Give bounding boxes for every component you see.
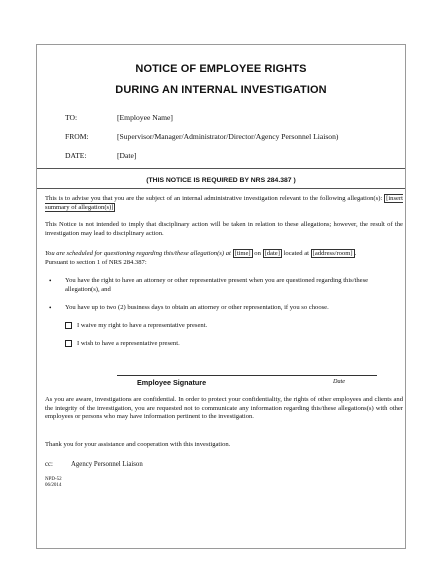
period-text: . [354,250,357,257]
advise-text: This is to advise you that you are the subject of an internal administrative investigation relevant to the following allegation(s): [45,195,383,202]
date-box: [date] [264,250,280,257]
allegation-summary-box: [insert summary of allegation(s)] [45,195,403,211]
scheduled-italic: You are scheduled for questioning regarding this/these allegation(s) at [45,250,231,257]
confidential-paragraph: As you are aware, investigations are confidential. In order to protect your confidentiality, the rights of other employees and clients and the integrity of the investigation, you are requested not to communicate any information regarding this/these allegations(s) with other employees or persons who may have information pertinent to the investigation. [45,396,403,421]
waive-checkbox-label: I waive my right to have a representative present. [77,322,208,329]
document-page [36,44,406,549]
form-id: NPD-52 [45,477,62,482]
date-row [65,151,136,160]
notice-required: (THIS NOTICE IS REQUIRED BY NRS 284.387 ) [146,177,296,184]
pursuant-text: Pursuant to section 1 of NRS 284.387: [45,258,147,266]
not-intended-paragraph: This Notice is not intended to imply that disciplinary action will be taken in relation to these allegations; however, the result of the investigation may lead to disciplinary action. [45,221,403,237]
signature-date-label: Date [333,378,346,385]
cc-label: cc: [45,461,53,468]
cc-row [45,461,143,468]
scheduled-paragraph [45,250,403,267]
date-field-label: DATE: [65,151,87,160]
document-title-line2: DURING AN INTERNAL INVESTIGATION [115,84,327,96]
to-value: [Employee Name] [117,113,173,122]
cc-value: Agency Personnel Liaison [71,461,143,468]
form-date: 06/2014 [45,483,62,488]
to-row [65,113,173,122]
wish-checkbox[interactable] [65,340,72,347]
bullet-icon: • [49,304,52,312]
from-label: FROM: [65,132,89,141]
bullet-icon: • [49,277,52,285]
divider-top [37,168,405,169]
bullet-right-attorney: You have the right to have an attorney or other representative present when you are questioned regarding this/these allegation(s), and [65,277,369,293]
waive-checkbox[interactable] [65,322,72,329]
date-field-value: [Date] [117,151,137,160]
signature-line[interactable] [117,375,377,376]
thanks-paragraph: Thank you for your assistance and cooperation with this investigation. [45,441,231,448]
document-title-line1: NOTICE OF EMPLOYEE RIGHTS [135,63,307,75]
form-footer [45,477,62,489]
on-text: on [254,250,261,257]
divider-bottom [37,188,405,189]
wish-checkbox-label: I wish to have a representative present. [77,340,180,347]
advise-paragraph [45,195,403,212]
to-label: TO: [65,113,78,122]
address-box: [address/room] [312,250,353,257]
time-box: [time] [234,250,251,257]
from-value: [Supervisor/Manager/Administrator/Director/Agency Personnel Liaison) [117,132,339,141]
employee-signature-label: Employee Signature [137,378,207,387]
from-row [65,132,338,141]
bullet-two-days: You have up to two (2) business days to obtain an attorney or other representation, if you so choose. [65,304,329,311]
located-text: located at [283,250,310,257]
